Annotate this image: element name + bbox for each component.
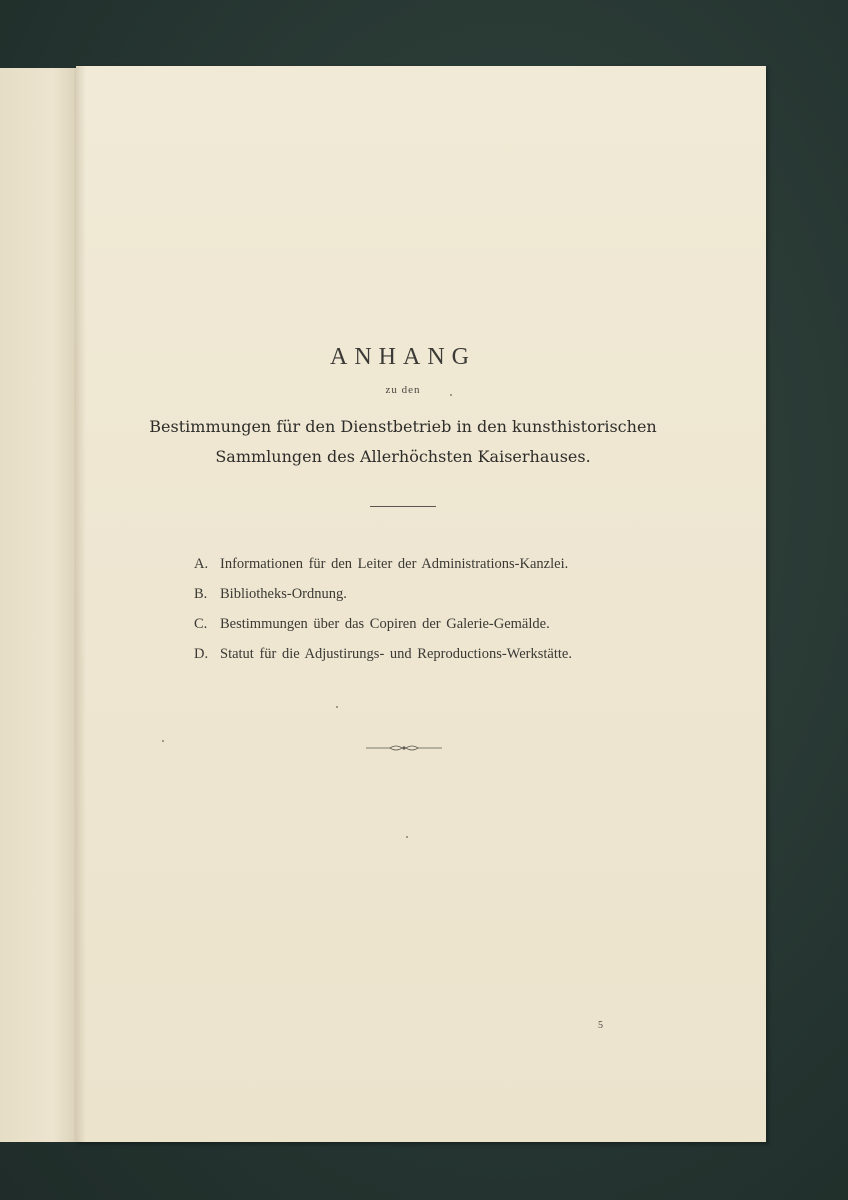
gutter-shadow bbox=[76, 66, 86, 1142]
paper-speck bbox=[336, 706, 338, 708]
left-page-edge bbox=[0, 68, 77, 1142]
contents-letter: A. bbox=[194, 556, 209, 572]
contents-item-a bbox=[194, 556, 734, 586]
page-number: 5 bbox=[598, 1020, 603, 1031]
contents-text: Bestimmungen über das Copiren der Galerie-Gemälde. bbox=[220, 616, 550, 632]
contents-list bbox=[194, 556, 734, 676]
document-heading bbox=[76, 412, 730, 472]
contents-letter: D. bbox=[194, 646, 209, 662]
contents-text: Informationen für den Leiter der Administrations-Kanzlei. bbox=[220, 556, 569, 572]
document-page bbox=[76, 66, 766, 1142]
paper-speck bbox=[406, 836, 408, 838]
heading-line-2: Sammlungen des Allerhöchsten Kaiserhauses. bbox=[215, 447, 591, 466]
subtitle-prefix: zu den bbox=[385, 384, 421, 396]
contents-item-c bbox=[194, 616, 734, 646]
contents-letter: B. bbox=[194, 586, 208, 602]
contents-item-b bbox=[194, 586, 734, 616]
paper-speck bbox=[162, 740, 164, 742]
divider-rule bbox=[370, 506, 436, 507]
contents-letter: C. bbox=[194, 616, 208, 632]
paper-speck bbox=[450, 394, 452, 396]
contents-text: Statut für die Adjustirungs- und Reproductions-Werkstätte. bbox=[220, 646, 572, 662]
ornament-divider-icon bbox=[366, 742, 442, 754]
heading-line-1: Bestimmungen für den Dienstbetrieb in den kunsthistorischen bbox=[149, 417, 657, 436]
page-title: ANHANG bbox=[330, 344, 476, 370]
contents-item-d bbox=[194, 646, 734, 676]
contents-text: Bibliotheks-Ordnung. bbox=[220, 586, 347, 602]
